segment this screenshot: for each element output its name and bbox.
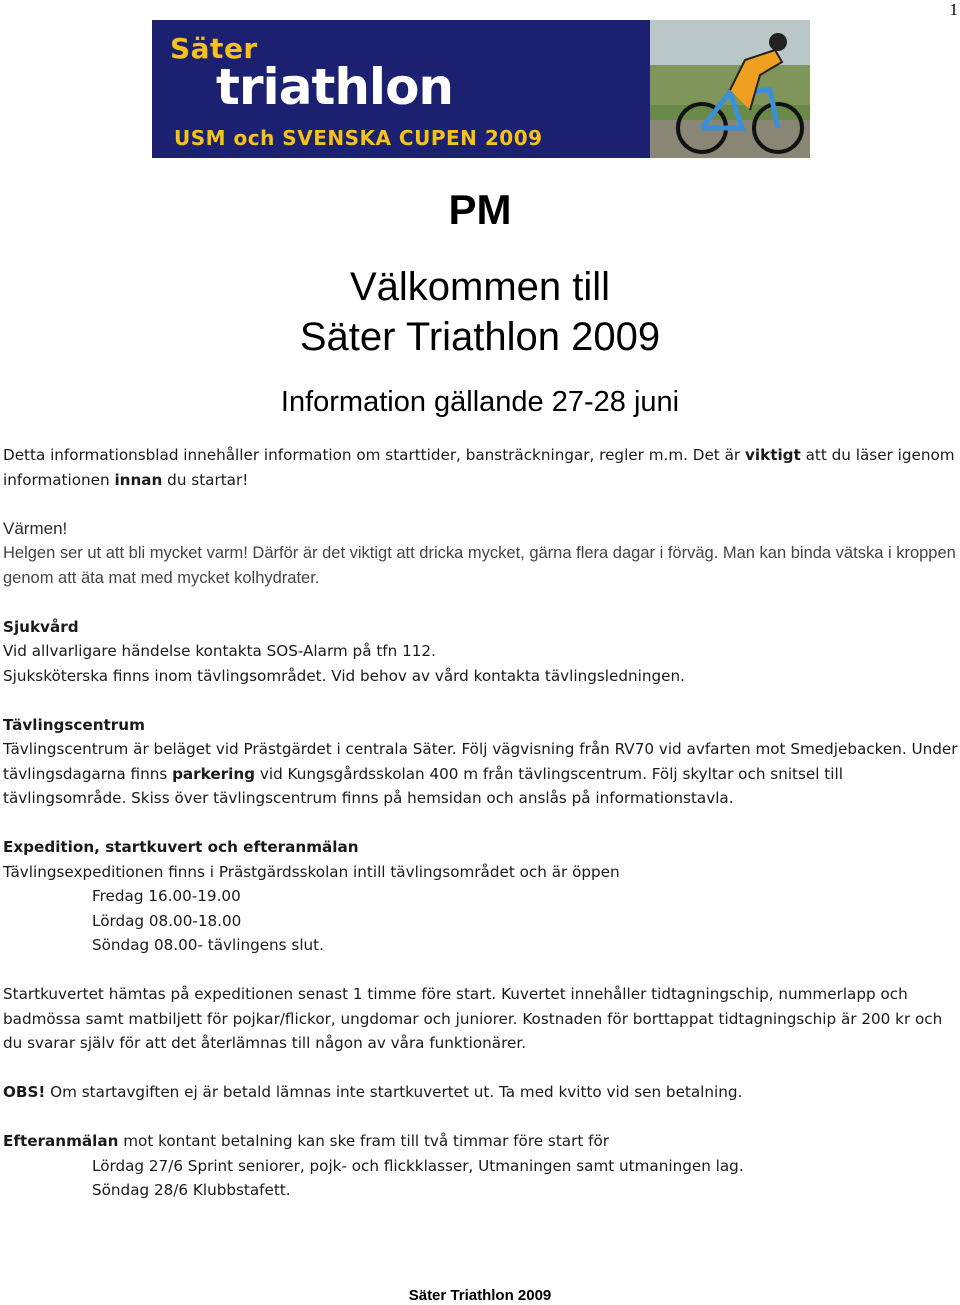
section-heading-expedition: Expedition, startkuvert och efteranmälan [3,838,359,856]
cyclist-photo [650,20,810,158]
page-footer: Säter Triathlon 2009 [408,1287,552,1304]
section-heading-sjukvard: Sjukvård [3,617,79,636]
efteranmalan-item: Söndag 28/6 Klubbstafett. [92,1181,291,1199]
banner-subtitle: USM och SVENSKA CUPEN 2009 [174,126,543,150]
startkuvert-paragraph: Startkuvertet hämtas på expeditionen senast 1 timme före start. Kuvertet innehåller tidtagningschip, nummerlapp och badmössa samt matbiljett för pojkar/flickor, ungdomar och juniorer. Kostnaden för borttappat tidtagningschip är 200 kr och du svarar själv för att det återlämnas till någon av våra funktionärer. [3,985,943,1052]
page-number: 1 [949,0,958,19]
welcome-line-2: Säter Triathlon 2009 [299,315,661,359]
obs-label: OBS! [3,1083,46,1101]
expedition-intro: Tävlingsexpeditionen finns i Prästgärdsskolan intill tävlingsområdet och är öppen [3,862,620,881]
intro-paragraph: Detta informationsblad innehåller information om starttider, bansträckningar, regler m.m. Det är viktigt att du läser igenom informationen innan du startar! [3,446,955,489]
document-body [3,443,958,1203]
hours-item: Söndag 08.00- tävlingens slut. [92,936,324,954]
section-heading-varmen: Värmen! [3,518,68,538]
heading-pm: PM [448,186,512,233]
section-heading-tavlingscentrum: Tävlingscentrum [3,715,145,734]
efteranmalan-label: Efteranmälan [3,1132,119,1150]
welcome-heading [0,262,960,362]
tavlingscentrum-paragraph: Tävlingscentrum är beläget vid Prästgärdet i centrala Säter. Följ vägvisning från RV70 vid avfarten mot Smedjebacken. Under tävlingsdagarna finns parkering vid Kungsgårdsskolan 400 m från tävlingscentrum. Följ skyltar och snitsel till tävlingsområde. Skiss över tävlingscentrum finns på hemsidan och anslås på informationstavla. [3,740,958,807]
sjukvard-line-2: Sjuksköterska finns inom tävlingsområdet. Vid behov av vård kontakta tävlingsledningen. [3,666,685,685]
banner-title: triathlon [216,58,454,116]
obs-paragraph: OBS! Om startavgiften ej är betald lämnas inte startkuvertet ut. Ta med kvitto vid sen betalning. [3,1083,743,1101]
banner-brand: Säter [170,32,258,65]
sjukvard-line-1: Vid allvarligare händelse kontakta SOS-Alarm på tfn 112. [3,642,436,660]
welcome-line-1: Välkommen till [349,265,611,309]
efteranmalan-item: Lördag 27/6 Sprint seniorer, pojk- och flickklasser, Utmaningen samt utmaningen lag. [92,1156,744,1175]
info-heading: Information gällande 27-28 juni [280,386,680,418]
varmen-paragraph: Helgen ser ut att bli mycket varm! Därför är det viktigt att dricka mycket, gärna flera dagar i förväg. Man kan binda vätska i kroppen genom att äta mat med mycket kolhydrater. [3,544,956,587]
event-banner [152,20,810,158]
hours-item: Lördag 08.00-18.00 [92,911,242,930]
efteranmalan-paragraph: Efteranmälan mot kontant betalning kan ske fram till två timmar före start för [3,1132,609,1150]
hours-item: Fredag 16.00-19.00 [92,887,241,905]
